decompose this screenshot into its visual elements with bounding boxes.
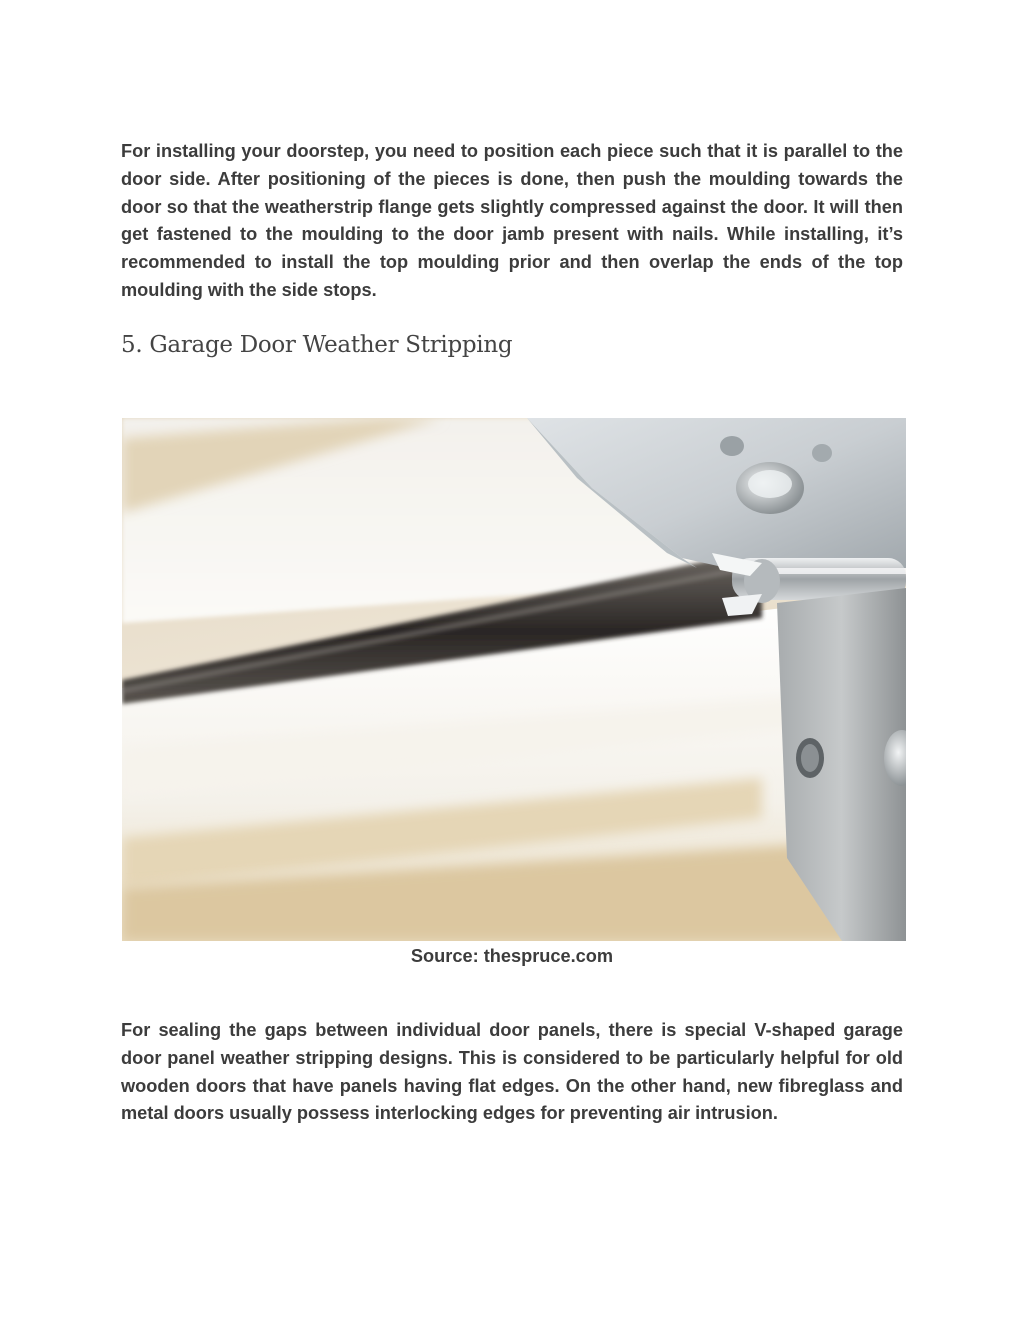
section-heading: 5. Garage Door Weather Stripping <box>121 332 513 358</box>
weather-stripping-photo <box>122 418 906 941</box>
intro-paragraph: For installing your doorstep, you need to position each piece such that it is parallel to the door side. After positioning of the pieces is done, then push the moulding towards the door so that the weatherstrip flange gets slightly compressed against the door. It will then get fastened to the moulding to the door jamb present with nails. While installing, it’s recommended to install the top moulding prior and then overlap the ends of the top moulding with the side stops. <box>121 141 903 300</box>
image-caption: Source: thespruce.com <box>410 946 614 966</box>
body-paragraph: For sealing the gaps between individual door panels, there is special V-shaped garage door panel weather stripping designs. This is considered to be particularly helpful for old wooden doors that have panels having flat edges. On the other hand, new fibreglass and metal doors usually possess interlocking edges for preventing air intrusion. <box>121 1020 903 1124</box>
